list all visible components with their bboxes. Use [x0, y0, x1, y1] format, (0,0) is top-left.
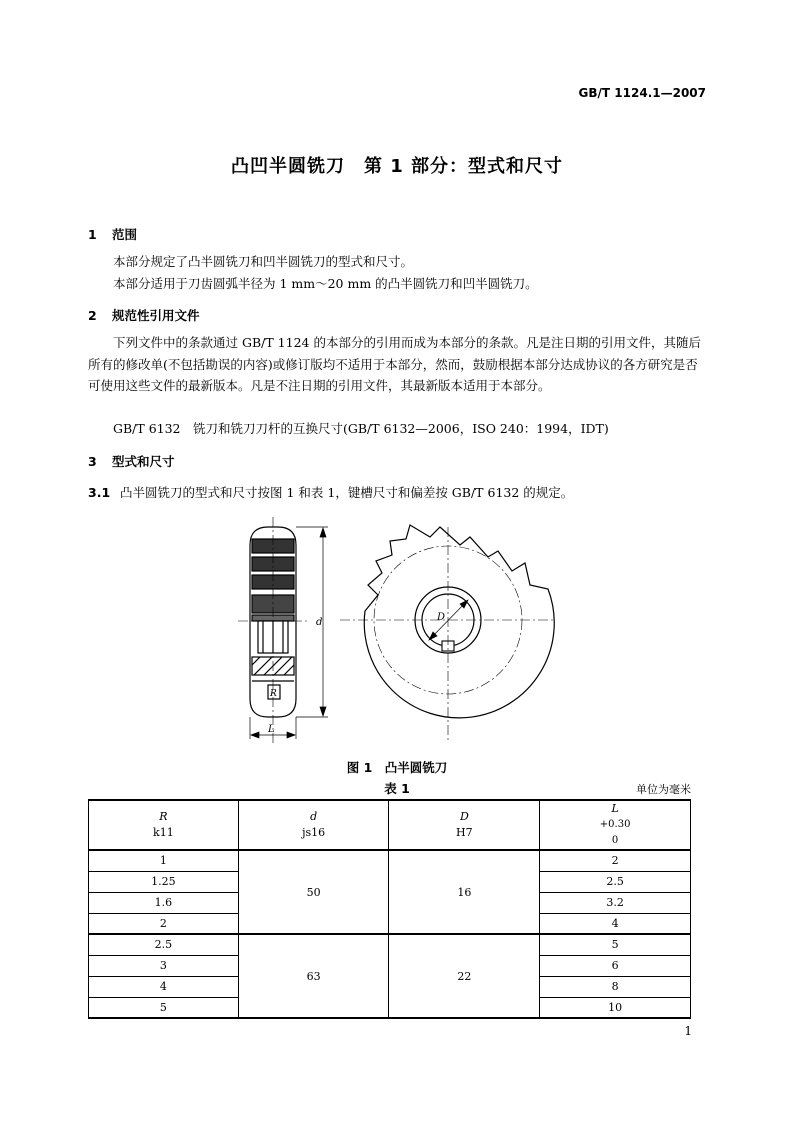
header-tolerance: k11: [153, 826, 174, 839]
section-title: 型式和尺寸: [112, 454, 175, 469]
cell-R: 2.5: [89, 934, 239, 955]
cell-L: 6: [540, 955, 691, 976]
dim-label-R: R: [270, 689, 277, 699]
table-1: [88, 799, 691, 1019]
dim-label-D: D: [437, 612, 446, 623]
cell-d: 63: [238, 934, 389, 1018]
header-d: [238, 800, 389, 850]
cell-R: 4: [89, 976, 239, 997]
header-tolerance: js16: [302, 826, 326, 839]
header-symbol: L: [611, 802, 619, 815]
cell-d: 50: [238, 850, 389, 934]
cell-D: 22: [389, 934, 540, 1018]
section-number: 1: [88, 227, 97, 242]
dim-label-d: d: [316, 617, 323, 628]
cell-L: 4: [540, 913, 691, 934]
table-row: [89, 850, 691, 871]
cell-R: 1.6: [89, 892, 239, 913]
header-symbol: d: [310, 810, 318, 823]
header-tolerance-upper: +0.30: [599, 819, 631, 830]
subsection-number: 3.1: [88, 485, 111, 500]
figure-1-caption: 图 1 凸半圆铣刀: [346, 760, 448, 775]
section-1-para-2: 本部分适用于刀齿圆弧半径为 1 mm～20 mm 的凸半圆铣刀和凹半圆铣刀。: [113, 276, 538, 291]
table-unit: 单位为毫米: [636, 783, 691, 796]
cell-R: 2: [89, 913, 239, 934]
section-title: 范围: [112, 227, 138, 242]
document-title: 凸凹半圆铣刀 第 1 部分：型式和尺寸: [230, 156, 564, 177]
standard-code: GB/T 1124.1—2007: [578, 86, 706, 100]
cell-L: 10: [540, 997, 691, 1018]
cell-L: 2: [540, 850, 691, 871]
section-2-heading: [88, 306, 200, 324]
header-D: [389, 800, 540, 850]
table-header: [89, 800, 691, 850]
section-2-reference: GB/T 6132 铣刀和铣刀刀杆的互换尺寸(GB/T 6132—2006，ISO 240：1994，IDT): [113, 421, 609, 436]
table-1-caption: 表 1: [384, 781, 410, 796]
section-1-para-1: 本部分规定了凸半圆铣刀和凹半圆铣刀的型式和尺寸。: [113, 254, 414, 269]
header-R: [89, 800, 239, 850]
cell-L: 2.5: [540, 871, 691, 892]
cell-L: 5: [540, 934, 691, 955]
page-number: 1: [684, 1024, 692, 1038]
cell-R: 3: [89, 955, 239, 976]
header-L: [540, 800, 691, 850]
section-3-1: [88, 482, 706, 504]
subsection-text: 凸半圆铣刀的型式和尺寸按图 1 和表 1，键槽尺寸和偏差按 GB/T 6132 的规定。: [120, 485, 574, 500]
cell-L: 8: [540, 976, 691, 997]
section-1-heading: [88, 225, 137, 243]
dimension-d: [296, 527, 328, 717]
section-number: 3: [88, 454, 97, 469]
cell-L: 3.2: [540, 892, 691, 913]
cell-D: 16: [389, 850, 540, 934]
section-number: 2: [88, 308, 97, 323]
header-tolerance: H7: [456, 826, 473, 839]
figure-1-drawing: [230, 515, 570, 755]
table-row: [89, 934, 691, 955]
section-3-heading: [88, 452, 175, 470]
header-symbol: D: [459, 810, 469, 823]
section-2-para-1: 下列文件中的条款通过 GB/T 1124 的本部分的引用而成为本部分的条款。凡是注日期的引用文件，其随后所有的修改单(不包括勘误的内容)或修订版均不适用于本部分，然而，鼓励根据本部分达成协议的各方研究是否可使用这些文件的最新版本。凡是不注日期的引用文件，其最新版本适用于本部分。: [88, 335, 701, 393]
cell-R: 1.25: [89, 871, 239, 892]
header-symbol: R: [159, 810, 168, 823]
dim-label-L: L: [268, 724, 275, 735]
section-title: 规范性引用文件: [112, 308, 200, 323]
header-tolerance-lower: 0: [611, 835, 619, 846]
cell-R: 5: [89, 997, 239, 1018]
cell-R: 1: [89, 850, 239, 871]
